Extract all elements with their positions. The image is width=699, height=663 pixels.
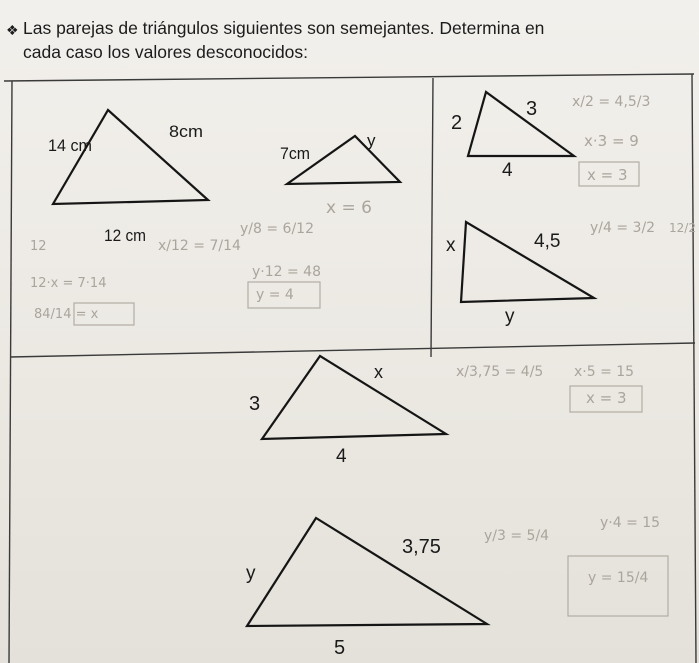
bottom-triangle-right-label: 4,5 [534,231,561,252]
big-triangle-right-label: 8cm [169,122,203,141]
top-triangle-left-label: 2 [451,112,463,134]
table-right-border [692,74,696,663]
handwriting-b-4: y/4 = 3/2 [590,220,656,236]
table-left-border [9,81,12,663]
lower-triangle-right-label: 3,75 [402,536,441,558]
big-triangle-left-label: 14 cm [48,136,92,155]
top-triangle-top-label: 3 [526,98,538,120]
answer-x-panel-a: x = 6 [326,198,372,218]
handwriting-b-1: x/2 = 4,5/3 [572,94,651,110]
upper-triangle-left-label: 3 [249,393,261,415]
panel-b [446,92,696,327]
handwriting-a-6: 84/14 = x [34,307,99,322]
panel-a [30,110,400,325]
handwriting-c-4: y/3 = 5/4 [484,528,550,544]
boxed-answer-y-c [568,556,668,616]
diamond-bullet-icon: ❖ [6,22,19,38]
handwriting-a-7: 12 [30,239,47,254]
big-triangle-base-label: 12 cm [104,226,146,245]
lower-triangle-left-label: y [246,563,256,584]
small-triangle-left-label: 7cm [280,144,310,163]
handwriting-a-1: x/12 = 7/14 [158,238,241,254]
handwriting-b-2: x·3 = 9 [584,132,639,150]
handwriting-b-5: 12/2 [669,221,696,235]
handwriting-a-2: y/8 = 6/12 [240,221,314,237]
lower-triangle-base-label: 5 [334,637,346,659]
instruction-line-1: Las parejas de triángulos siguientes son semejantes. Determina en [23,18,545,38]
handwriting-c-5: y·4 = 15 [600,515,661,531]
top-triangle [468,92,574,156]
bottom-triangle-left-label: x [446,235,456,256]
upper-triangle-right-label: x [374,362,383,382]
bottom-triangle [461,222,594,302]
handwriting-a-3: y·12 = 48 [252,264,321,280]
instruction-line-2: cada caso los valores desconocidos: [23,42,309,62]
bottom-triangle-base-label: y [505,306,515,327]
table-top-border [4,74,694,81]
handwriting-a-5: 12·x = 7·14 [30,276,107,291]
small-triangle-right-label: y [367,131,376,150]
upper-triangle-base-label: 4 [336,446,347,467]
upper-triangle [262,356,446,439]
handwriting-c-1: x/3,75 = 4/5 [456,364,544,380]
handwriting-c-6: y = 15/4 [588,570,649,586]
panel-c [246,356,668,659]
handwriting-a-4: y = 4 [256,287,294,303]
table-row-divider [10,343,695,357]
handwriting-c-3: x = 3 [586,389,627,407]
handwriting-b-3: x = 3 [587,166,628,184]
handwriting-c-2: x·5 = 15 [574,364,635,380]
lower-triangle [247,518,487,626]
top-triangle-base-label: 4 [502,160,513,181]
table-middle-divider [431,78,433,357]
